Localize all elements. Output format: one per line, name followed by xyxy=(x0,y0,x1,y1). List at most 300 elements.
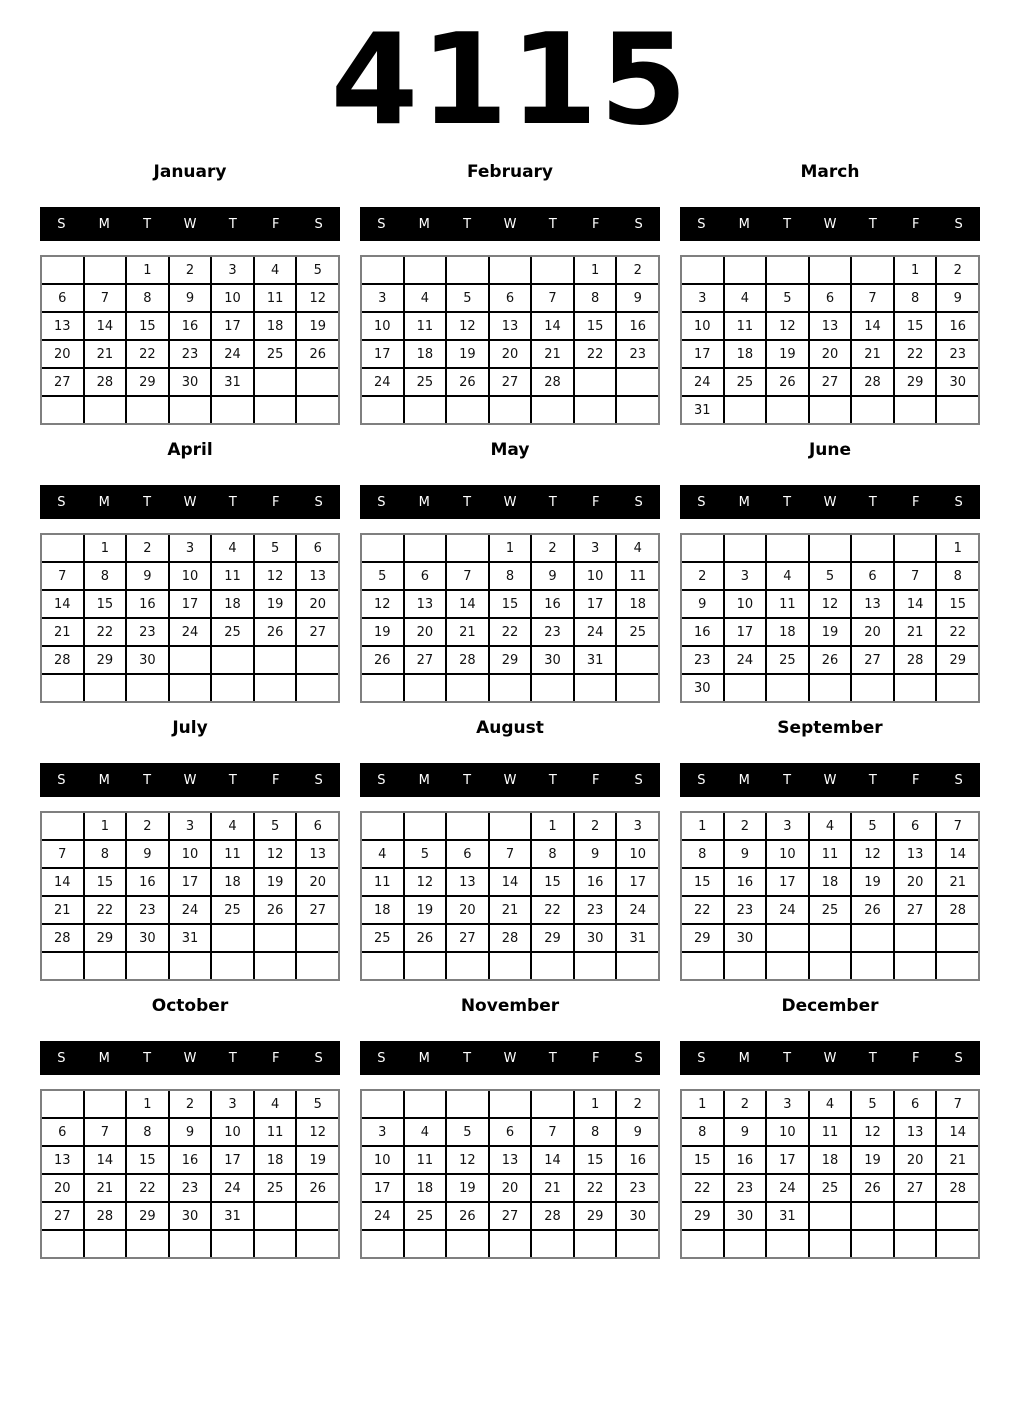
day-cell: 4 xyxy=(212,535,253,561)
month-name: January xyxy=(153,162,227,183)
day-cell: 20 xyxy=(42,341,83,367)
day-cell: 20 xyxy=(297,869,338,895)
weekday-label: M xyxy=(418,494,430,510)
day-cell: 12 xyxy=(852,1119,893,1145)
weekday-label: F xyxy=(591,1050,600,1066)
day-cell: 25 xyxy=(212,619,253,645)
day-cell: 9 xyxy=(170,285,211,311)
day-cell-empty xyxy=(852,397,893,423)
day-cell: 30 xyxy=(170,369,211,395)
weekday-label: S xyxy=(314,494,323,510)
day-cell: 9 xyxy=(532,563,573,589)
day-cell: 7 xyxy=(85,1119,126,1145)
day-cell-empty xyxy=(405,1231,446,1257)
day-cell: 25 xyxy=(767,647,808,673)
day-cell: 21 xyxy=(447,619,488,645)
day-cell: 16 xyxy=(725,869,766,895)
weekday-label: S xyxy=(57,1050,66,1066)
day-cell: 22 xyxy=(575,341,616,367)
day-cell: 7 xyxy=(85,285,126,311)
day-cell: 27 xyxy=(852,647,893,673)
day-cell-empty xyxy=(85,1091,126,1117)
day-cell-empty xyxy=(767,953,808,979)
day-cell: 15 xyxy=(490,591,531,617)
day-cell: 23 xyxy=(617,341,658,367)
day-cell-empty xyxy=(532,1231,573,1257)
day-cell-empty xyxy=(490,953,531,979)
day-cell-empty xyxy=(852,535,893,561)
weekday-label: F xyxy=(911,494,920,510)
day-cell: 1 xyxy=(895,257,936,283)
day-cell: 28 xyxy=(895,647,936,673)
day-cell-empty xyxy=(575,1231,616,1257)
day-cell: 11 xyxy=(405,313,446,339)
year-title: 4115 xyxy=(330,6,690,153)
day-cell: 19 xyxy=(405,897,446,923)
day-grid xyxy=(680,811,980,981)
day-cell: 28 xyxy=(42,647,83,673)
day-cell-empty xyxy=(127,1231,168,1257)
day-cell-empty xyxy=(810,953,851,979)
day-cell-empty xyxy=(42,953,83,979)
weekday-label: T xyxy=(143,216,152,232)
day-cell: 14 xyxy=(852,313,893,339)
day-cell: 10 xyxy=(170,841,211,867)
day-cell-empty xyxy=(810,535,851,561)
day-cell: 17 xyxy=(362,1175,403,1201)
day-cell: 21 xyxy=(490,897,531,923)
day-cell: 18 xyxy=(405,1175,446,1201)
weekday-label: F xyxy=(591,772,600,788)
day-cell: 8 xyxy=(682,841,723,867)
day-cell: 6 xyxy=(42,1119,83,1145)
day-cell: 7 xyxy=(532,285,573,311)
day-cell: 31 xyxy=(212,369,253,395)
day-cell: 21 xyxy=(42,619,83,645)
day-cell: 22 xyxy=(937,619,978,645)
day-cell-empty xyxy=(297,675,338,701)
day-cell: 25 xyxy=(405,369,446,395)
day-cell: 16 xyxy=(937,313,978,339)
day-cell: 2 xyxy=(575,813,616,839)
day-cell: 12 xyxy=(255,563,296,589)
weekday-label: W xyxy=(823,772,837,788)
day-cell: 20 xyxy=(895,1147,936,1173)
day-cell: 13 xyxy=(895,1119,936,1145)
day-cell: 4 xyxy=(405,1119,446,1145)
month-name: December xyxy=(781,996,879,1017)
day-cell: 7 xyxy=(895,563,936,589)
day-cell-empty xyxy=(297,397,338,423)
day-cell: 9 xyxy=(617,1119,658,1145)
day-cell: 5 xyxy=(447,285,488,311)
day-cell-empty xyxy=(170,1231,211,1257)
day-cell: 6 xyxy=(852,563,893,589)
day-cell-empty xyxy=(212,397,253,423)
day-cell: 29 xyxy=(85,925,126,951)
weekday-label: S xyxy=(377,216,386,232)
weekday-label: S xyxy=(634,216,643,232)
day-cell: 1 xyxy=(937,535,978,561)
weekday-label: T xyxy=(868,772,877,788)
day-cell: 5 xyxy=(405,841,446,867)
day-cell: 8 xyxy=(85,841,126,867)
day-grid xyxy=(360,255,660,425)
weekday-label: W xyxy=(183,494,197,510)
day-cell: 6 xyxy=(490,1119,531,1145)
day-cell: 6 xyxy=(447,841,488,867)
day-cell: 5 xyxy=(297,1091,338,1117)
day-cell: 22 xyxy=(127,341,168,367)
day-cell: 7 xyxy=(42,563,83,589)
weekday-label: S xyxy=(954,216,963,232)
day-cell-empty xyxy=(42,257,83,283)
month xyxy=(360,996,660,1259)
day-cell-empty xyxy=(405,953,446,979)
day-cell-empty xyxy=(767,1231,808,1257)
day-cell-empty xyxy=(42,813,83,839)
day-cell: 12 xyxy=(362,591,403,617)
day-cell: 8 xyxy=(575,285,616,311)
day-cell: 27 xyxy=(42,1203,83,1229)
day-cell: 12 xyxy=(255,841,296,867)
weekday-label: F xyxy=(271,1050,280,1066)
day-cell: 16 xyxy=(170,1147,211,1173)
day-cell: 17 xyxy=(212,1147,253,1173)
day-cell: 13 xyxy=(447,869,488,895)
day-cell: 18 xyxy=(255,313,296,339)
weekday-label: T xyxy=(868,494,877,510)
weekday-label: F xyxy=(591,494,600,510)
day-cell: 14 xyxy=(447,591,488,617)
day-grid xyxy=(360,811,660,981)
day-cell: 26 xyxy=(255,619,296,645)
weekday-label: W xyxy=(823,494,837,510)
weekday-header-bar xyxy=(360,485,660,519)
month-name: June xyxy=(808,440,852,461)
day-cell: 4 xyxy=(767,563,808,589)
day-cell: 30 xyxy=(725,1203,766,1229)
day-cell-empty xyxy=(852,953,893,979)
day-grid xyxy=(40,255,340,425)
day-cell: 31 xyxy=(575,647,616,673)
weekday-label: S xyxy=(954,1050,963,1066)
day-cell: 30 xyxy=(532,647,573,673)
day-cell: 16 xyxy=(617,313,658,339)
day-cell: 25 xyxy=(405,1203,446,1229)
weekday-header-bar xyxy=(40,207,340,241)
day-cell: 26 xyxy=(255,897,296,923)
weekday-header-bar xyxy=(360,763,660,797)
day-cell-empty xyxy=(405,257,446,283)
weekday-label: M xyxy=(98,1050,110,1066)
weekday-label: M xyxy=(738,1050,750,1066)
day-cell: 5 xyxy=(255,535,296,561)
day-cell: 5 xyxy=(447,1119,488,1145)
day-cell: 13 xyxy=(810,313,851,339)
day-cell-empty xyxy=(447,813,488,839)
day-cell: 8 xyxy=(127,1119,168,1145)
weekday-label: T xyxy=(228,1050,237,1066)
day-cell-empty xyxy=(255,1203,296,1229)
day-cell: 31 xyxy=(617,925,658,951)
day-cell: 4 xyxy=(810,813,851,839)
day-cell: 22 xyxy=(85,897,126,923)
day-cell: 26 xyxy=(297,341,338,367)
day-cell: 13 xyxy=(405,591,446,617)
day-cell: 8 xyxy=(490,563,531,589)
weekday-label: M xyxy=(738,494,750,510)
day-cell: 28 xyxy=(490,925,531,951)
day-cell: 8 xyxy=(85,563,126,589)
day-cell-empty xyxy=(937,675,978,701)
day-cell: 7 xyxy=(937,1091,978,1117)
weekday-label: T xyxy=(868,1050,877,1066)
day-cell: 9 xyxy=(725,841,766,867)
day-cell: 14 xyxy=(532,313,573,339)
day-cell: 25 xyxy=(212,897,253,923)
day-cell: 10 xyxy=(362,1147,403,1173)
day-cell: 6 xyxy=(895,813,936,839)
day-cell-empty xyxy=(212,953,253,979)
day-cell-empty xyxy=(725,675,766,701)
day-cell-empty xyxy=(42,1091,83,1117)
day-cell: 14 xyxy=(532,1147,573,1173)
day-cell: 7 xyxy=(447,563,488,589)
day-cell-empty xyxy=(297,647,338,673)
day-cell: 2 xyxy=(682,563,723,589)
day-cell: 19 xyxy=(767,341,808,367)
day-cell-empty xyxy=(575,675,616,701)
day-cell-empty xyxy=(255,675,296,701)
day-cell: 15 xyxy=(575,1147,616,1173)
day-cell: 6 xyxy=(297,535,338,561)
day-cell-empty xyxy=(852,1231,893,1257)
day-cell: 5 xyxy=(362,563,403,589)
day-cell: 5 xyxy=(767,285,808,311)
day-cell: 29 xyxy=(127,1203,168,1229)
day-cell-empty xyxy=(362,953,403,979)
day-cell: 27 xyxy=(490,1203,531,1229)
day-grid xyxy=(40,811,340,981)
weekday-label: S xyxy=(954,772,963,788)
weekday-label: S xyxy=(634,494,643,510)
day-cell: 22 xyxy=(682,1175,723,1201)
weekday-label: W xyxy=(183,772,197,788)
weekday-label: T xyxy=(463,216,472,232)
day-cell-empty xyxy=(617,675,658,701)
day-cell: 1 xyxy=(682,813,723,839)
day-cell: 17 xyxy=(767,869,808,895)
day-cell: 11 xyxy=(255,1119,296,1145)
day-cell-empty xyxy=(767,397,808,423)
day-cell: 22 xyxy=(895,341,936,367)
day-cell-empty xyxy=(447,1091,488,1117)
day-cell-empty xyxy=(255,953,296,979)
day-cell: 28 xyxy=(447,647,488,673)
day-cell: 16 xyxy=(682,619,723,645)
day-cell: 18 xyxy=(212,869,253,895)
weekday-label: T xyxy=(228,216,237,232)
day-cell: 20 xyxy=(297,591,338,617)
day-cell: 29 xyxy=(682,1203,723,1229)
day-cell-empty xyxy=(767,535,808,561)
month xyxy=(360,162,660,425)
day-grid xyxy=(40,1089,340,1259)
day-cell: 26 xyxy=(852,1175,893,1201)
day-grid xyxy=(360,1089,660,1259)
day-cell: 7 xyxy=(42,841,83,867)
day-cell: 30 xyxy=(725,925,766,951)
month xyxy=(680,996,980,1259)
weekday-label: S xyxy=(697,772,706,788)
day-cell: 9 xyxy=(127,563,168,589)
day-cell: 3 xyxy=(682,285,723,311)
day-cell-empty xyxy=(297,1203,338,1229)
day-cell: 18 xyxy=(212,591,253,617)
day-cell-empty xyxy=(42,397,83,423)
day-cell: 23 xyxy=(127,897,168,923)
day-cell-empty xyxy=(362,1091,403,1117)
day-cell-empty xyxy=(127,397,168,423)
day-cell: 15 xyxy=(937,591,978,617)
weekday-header-bar xyxy=(40,763,340,797)
day-cell-empty xyxy=(682,535,723,561)
day-cell-empty xyxy=(447,257,488,283)
day-cell: 28 xyxy=(937,897,978,923)
weekday-header-bar xyxy=(360,1041,660,1075)
day-cell: 6 xyxy=(895,1091,936,1117)
day-cell-empty xyxy=(895,925,936,951)
day-cell: 7 xyxy=(532,1119,573,1145)
day-cell: 10 xyxy=(682,313,723,339)
day-cell: 3 xyxy=(170,535,211,561)
day-cell-empty xyxy=(532,397,573,423)
day-cell: 15 xyxy=(85,869,126,895)
day-cell: 9 xyxy=(937,285,978,311)
day-cell-empty xyxy=(85,1231,126,1257)
day-cell-empty xyxy=(895,1231,936,1257)
day-cell: 20 xyxy=(447,897,488,923)
day-cell: 13 xyxy=(297,563,338,589)
day-cell: 11 xyxy=(767,591,808,617)
month xyxy=(40,162,340,425)
day-cell: 22 xyxy=(490,619,531,645)
day-cell-empty xyxy=(447,675,488,701)
month xyxy=(40,718,340,981)
weekday-label: S xyxy=(377,1050,386,1066)
day-cell: 27 xyxy=(297,897,338,923)
day-cell: 18 xyxy=(810,1147,851,1173)
weekday-label: T xyxy=(143,772,152,788)
day-cell: 2 xyxy=(127,535,168,561)
day-cell: 27 xyxy=(490,369,531,395)
day-cell: 20 xyxy=(852,619,893,645)
day-cell: 5 xyxy=(255,813,296,839)
day-cell: 12 xyxy=(810,591,851,617)
weekday-label: M xyxy=(418,772,430,788)
day-cell-empty xyxy=(127,953,168,979)
day-cell: 30 xyxy=(127,925,168,951)
day-cell: 8 xyxy=(895,285,936,311)
day-cell-empty xyxy=(490,813,531,839)
day-cell: 11 xyxy=(212,563,253,589)
day-cell-empty xyxy=(362,1231,403,1257)
day-cell: 23 xyxy=(937,341,978,367)
day-cell-empty xyxy=(895,1203,936,1229)
day-cell: 19 xyxy=(447,1175,488,1201)
day-cell: 11 xyxy=(617,563,658,589)
day-cell: 3 xyxy=(170,813,211,839)
day-cell: 24 xyxy=(362,369,403,395)
day-cell-empty xyxy=(170,397,211,423)
day-cell-empty xyxy=(852,925,893,951)
day-cell: 4 xyxy=(212,813,253,839)
weekday-label: F xyxy=(911,1050,920,1066)
day-cell: 19 xyxy=(297,313,338,339)
day-cell-empty xyxy=(617,1231,658,1257)
day-cell-empty xyxy=(937,953,978,979)
day-cell: 3 xyxy=(767,1091,808,1117)
day-cell: 1 xyxy=(490,535,531,561)
day-cell: 21 xyxy=(895,619,936,645)
day-cell: 10 xyxy=(767,841,808,867)
day-cell: 4 xyxy=(255,257,296,283)
day-cell-empty xyxy=(852,257,893,283)
day-cell-empty xyxy=(127,675,168,701)
day-cell: 1 xyxy=(127,257,168,283)
day-cell: 4 xyxy=(725,285,766,311)
day-cell: 30 xyxy=(937,369,978,395)
day-cell: 1 xyxy=(85,813,126,839)
day-cell-empty xyxy=(810,257,851,283)
day-cell-empty xyxy=(895,397,936,423)
weekday-label: T xyxy=(228,494,237,510)
weekday-label: F xyxy=(911,772,920,788)
day-cell-empty xyxy=(767,257,808,283)
month xyxy=(680,718,980,981)
weekday-label: T xyxy=(548,772,557,788)
day-cell: 21 xyxy=(937,869,978,895)
day-cell: 12 xyxy=(447,313,488,339)
day-cell: 27 xyxy=(447,925,488,951)
day-cell: 2 xyxy=(170,1091,211,1117)
day-cell: 19 xyxy=(810,619,851,645)
month-name: May xyxy=(490,440,530,461)
day-cell-empty xyxy=(447,397,488,423)
day-cell: 6 xyxy=(490,285,531,311)
weekday-header-bar xyxy=(680,207,980,241)
day-cell-empty xyxy=(405,675,446,701)
day-cell: 25 xyxy=(810,1175,851,1201)
day-cell: 16 xyxy=(127,591,168,617)
day-cell: 24 xyxy=(212,341,253,367)
day-cell-empty xyxy=(895,675,936,701)
weekday-label: F xyxy=(911,216,920,232)
day-cell: 18 xyxy=(617,591,658,617)
day-cell: 12 xyxy=(405,869,446,895)
day-cell-empty xyxy=(405,535,446,561)
day-cell-empty xyxy=(852,675,893,701)
day-cell: 27 xyxy=(297,619,338,645)
day-cell: 24 xyxy=(725,647,766,673)
day-cell: 20 xyxy=(42,1175,83,1201)
day-cell-empty xyxy=(362,397,403,423)
day-cell: 21 xyxy=(937,1147,978,1173)
day-cell-empty xyxy=(490,675,531,701)
weekday-header-bar xyxy=(680,763,980,797)
day-cell-empty xyxy=(85,953,126,979)
